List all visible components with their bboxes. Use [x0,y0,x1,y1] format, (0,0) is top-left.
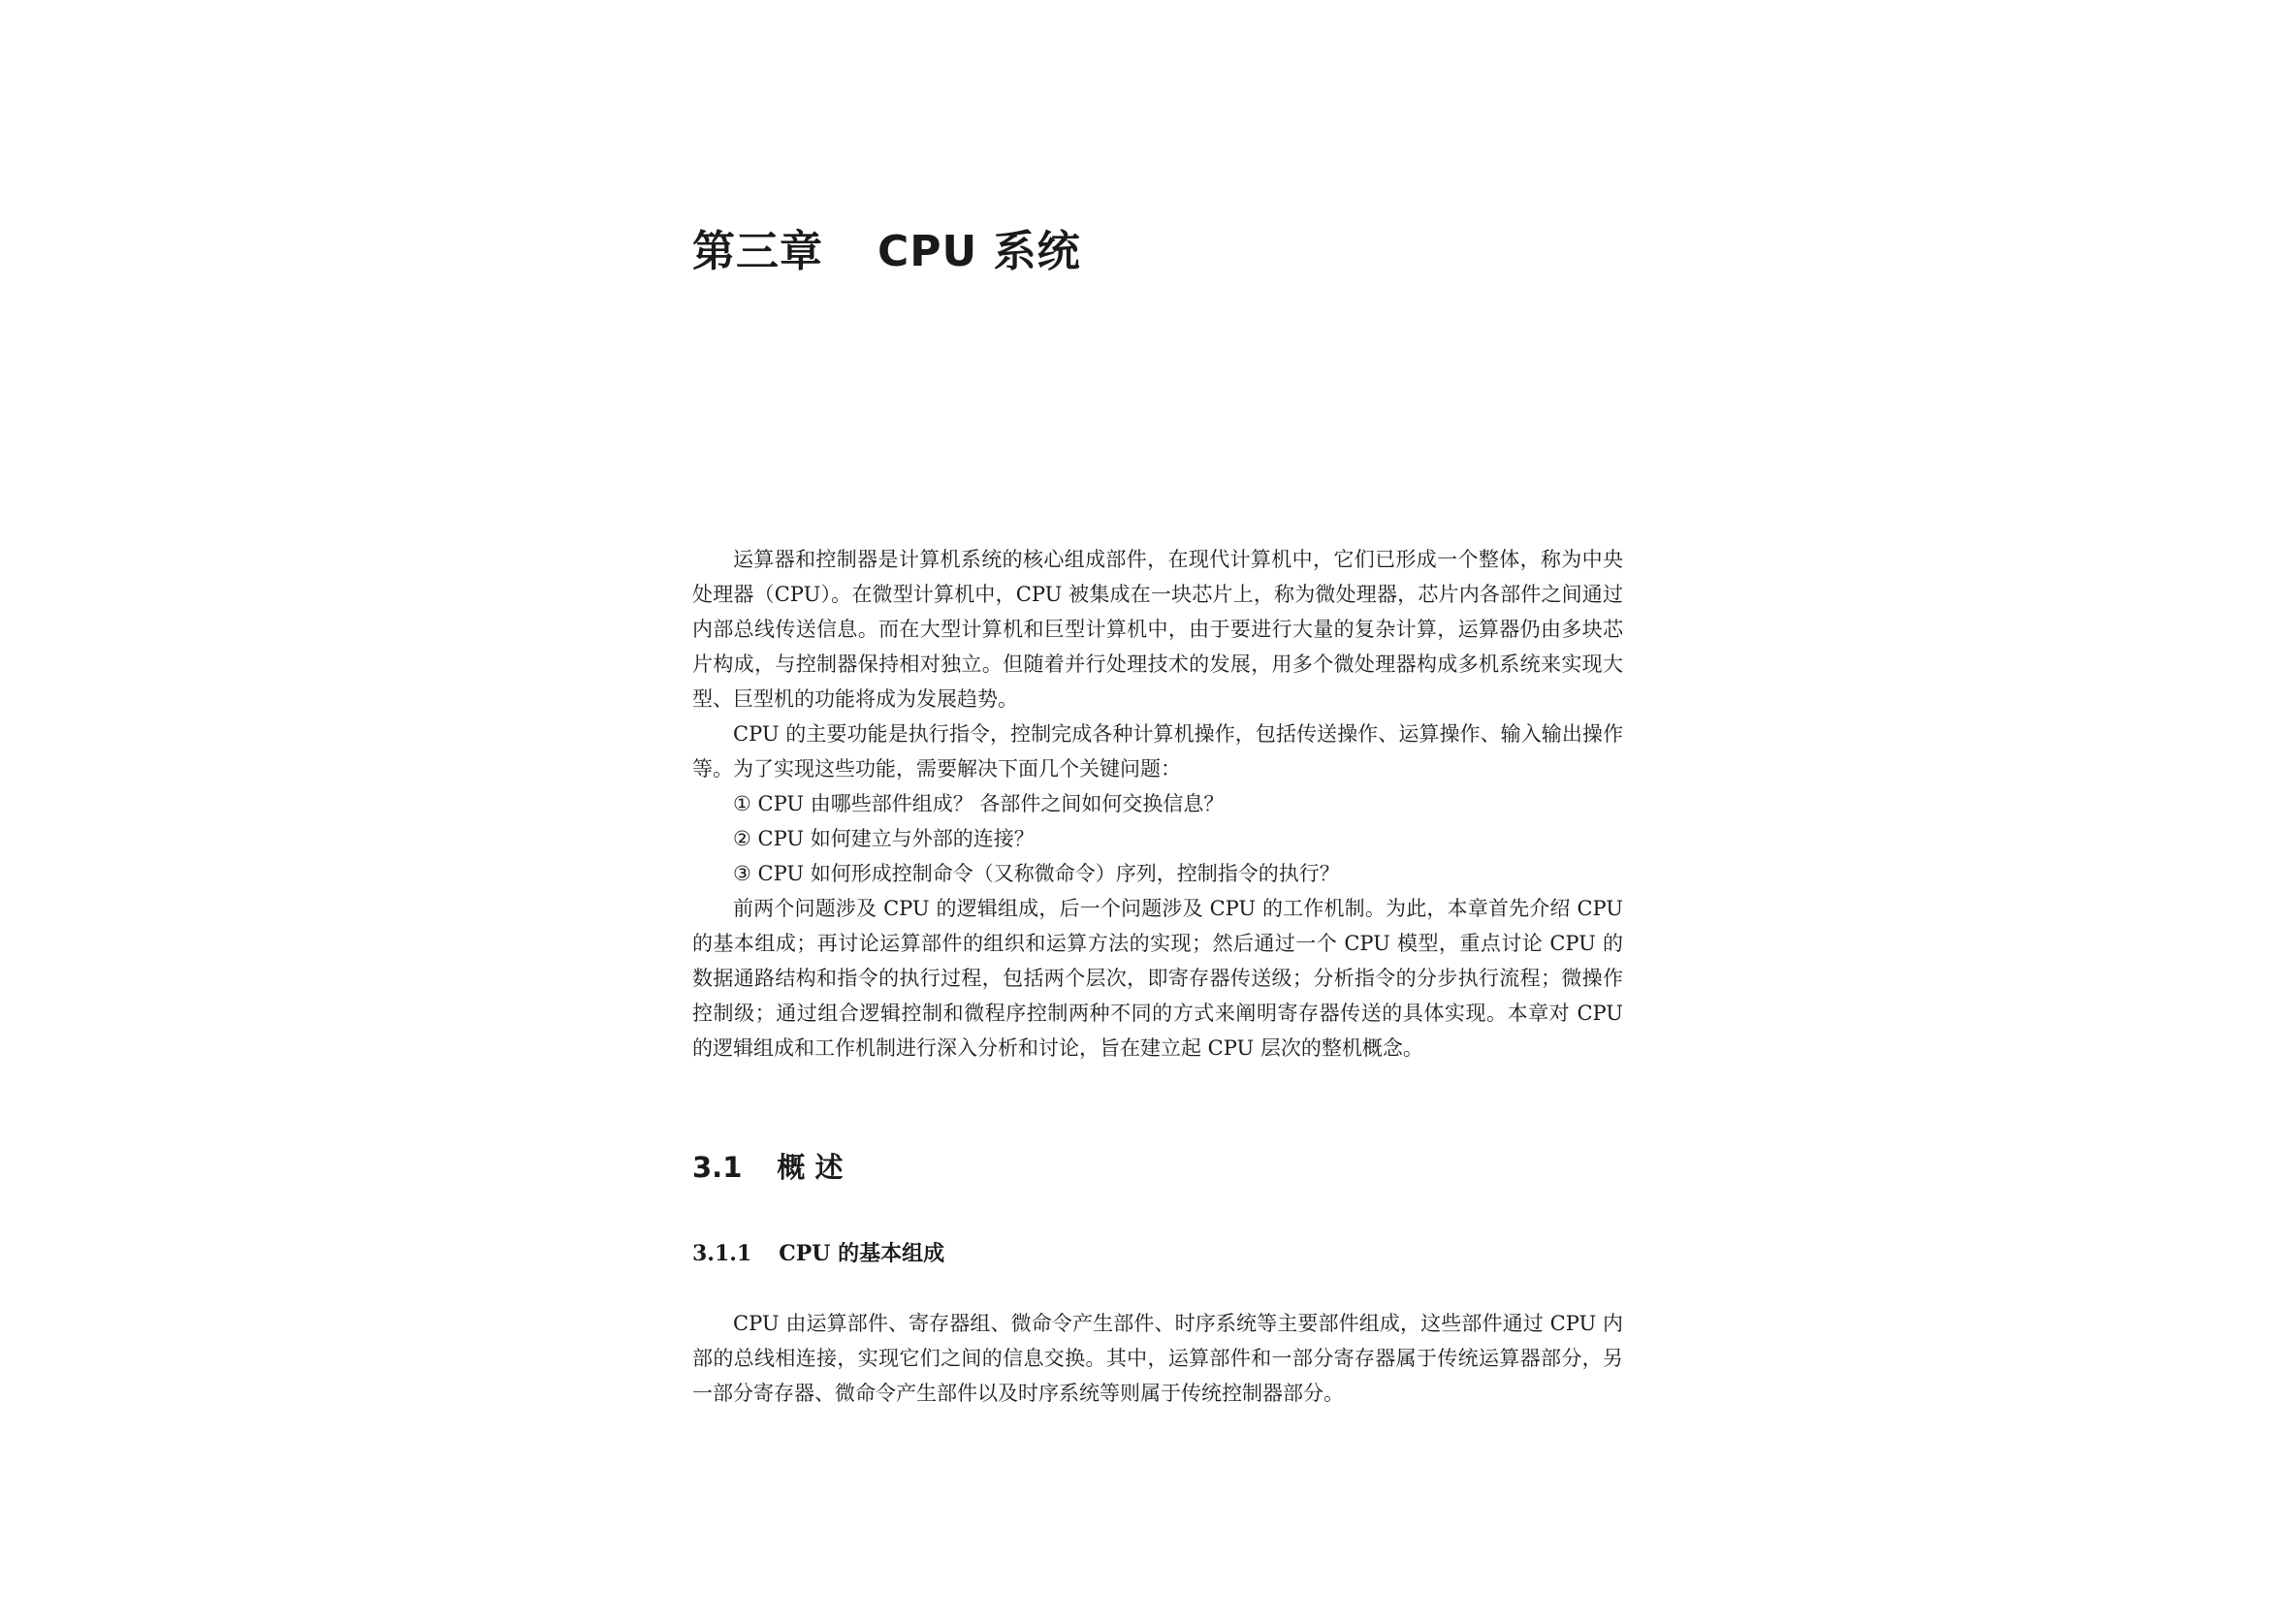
question-item: ③ CPU 如何形成控制命令（又称微命令）序列，控制指令的执行？ [733,862,1340,885]
subsection-heading [692,1237,944,1270]
chapter-title-text: CPU 系统 [877,227,1081,276]
book-page [692,0,1623,1624]
section-title: 概 述 [777,1151,844,1184]
section-body [692,1306,1623,1411]
chapter-title [692,225,1081,279]
section-heading [692,1148,843,1187]
section-number: 3.1 [692,1151,743,1184]
intro-paragraph: CPU 的主要功能是执行指令，控制完成各种计算机操作，包括传送操作、运算操作、输入输出操作等。为了实现这些功能，需要解决下面几个关键问题： [692,722,1623,780]
subsection-title: CPU 的基本组成 [779,1241,945,1266]
subsection-number: 3.1.1 [692,1241,752,1266]
intro-paragraph: 运算器和控制器是计算机系统的核心组成部件，在现代计算机中，它们已形成一个整体，称为中央处理器（CPU）。在微型计算机中，CPU 被集成在一块芯片上，称为微处理器，芯片内各部件之间通过内部总线传送信息。而在大型计算机和巨型计算机中，由于要进行大量的复杂计算，运算器仍由多块芯片构成，与控制器保持相对独立。但随着并行处理技术的发展，用多个微处理器构成多机系统来实现大型、巨型机的功能将成为发展趋势。 [692,548,1623,711]
question-item: ① CPU 由哪些部件组成？ 各部件之间如何交换信息？ [733,792,1225,815]
chapter-number: 第三章 [692,227,823,276]
question-item: ② CPU 如何建立与外部的连接？ [733,827,1035,850]
section-paragraph: CPU 由运算部件、寄存器组、微命令产生部件、时序系统等主要部件组成，这些部件通过 CPU 内部的总线相连接，实现它们之间的信息交换。其中，运算部件和一部分寄存器属于传统运算器部分，另一部分寄存器、微命令产生部件以及时序系统等则属于传统控制器部分。 [692,1312,1623,1405]
closing-paragraph: 前两个问题涉及 CPU 的逻辑组成，后一个问题涉及 CPU 的工作机制。为此，本章首先介绍 CPU 的基本组成；再讨论运算部件的组织和运算方法的实现；然后通过一个 CPU 模型，重点讨论 CPU 的数据通路结构和指令的执行过程，包括两个层次，即寄存器传送级；分析指令的分步执行流程；微操作控制级；通过组合逻辑控制和微程序控制两种不同的方式来阐明寄存器传送的具体实现。本章对 CPU 的逻辑组成和工作机制进行深入分析和讨论，旨在建立起 CPU 层次的整机概念。 [692,897,1623,1060]
chapter-intro [692,542,1623,1066]
